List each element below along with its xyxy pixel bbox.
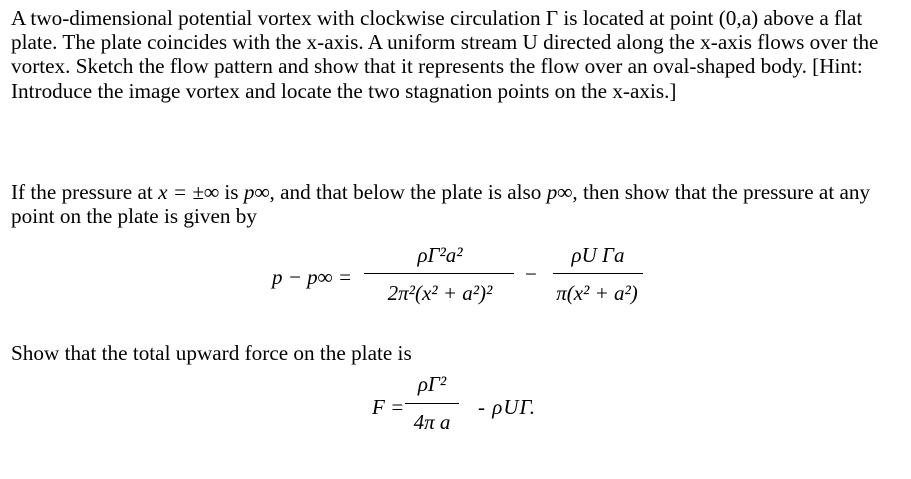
text-segment: is [224,180,239,204]
text-segment: , and that below the plate is also [269,180,542,204]
pressure-equation-lhs: p − p∞ = [272,265,353,289]
fraction-bar [405,403,459,404]
term2-numerator: ρU Γa [571,243,625,267]
force-equation-lhs: F = [372,395,405,419]
minus-sign: − [525,262,537,286]
x-condition: x = ±∞ [158,180,220,204]
fraction-bar [553,273,643,274]
term1-denominator: 2π²(x² + a²)² [387,281,493,305]
term1-numerator: ρΓ²a² [417,243,463,267]
force-denominator: 4π a [413,410,451,434]
p-infinity-symbol: p∞ [546,180,573,204]
pressure-condition-text [11,180,901,228]
p-infinity-symbol: p∞ [243,180,270,204]
force-numerator: ρΓ² [417,372,447,396]
fraction-bar [364,273,514,274]
term2-denominator: π(x² + a²) [556,281,638,305]
force-equation-rest: - ρUΓ. [478,395,536,419]
problem-statement: A two-dimensional potential vortex with clockwise circulation Γ is located at point (0,a) above a flat plate. The plate coincides with the x-axis. A uniform stream U directed along the x-axis flows over the vortex. Sketch the flow pattern and show that it represents the flow over an oval-shaped body. [Hint: Introduce the image vortex and locate the two stagnation points on the x-axis.] [11,6,879,103]
force-statement: Show that the total upward force on the plate is [11,341,412,365]
text-segment: , then show that the pressure at any point on the plate is given by [11,180,871,229]
text-segment: If the pressure at [11,180,153,204]
